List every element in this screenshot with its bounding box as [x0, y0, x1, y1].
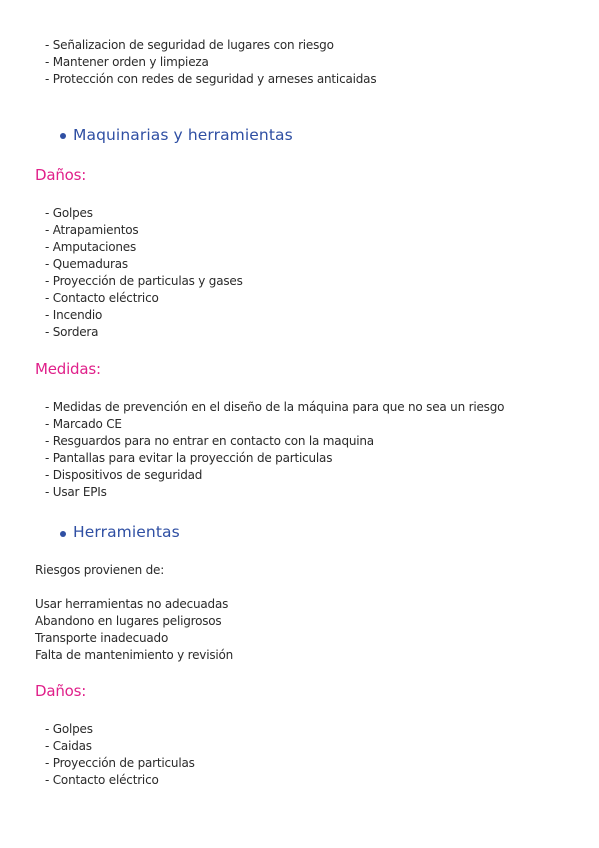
- riesgo-line: Abandono en lugares peligrosos: [35, 614, 222, 628]
- list-item: - Atrapamientos: [45, 222, 243, 239]
- list-item: - Quemaduras: [45, 256, 243, 273]
- danos-heading: Daños:: [35, 166, 87, 184]
- medidas-list: [45, 399, 504, 501]
- list-item: - Mantener orden y limpieza: [45, 54, 376, 71]
- danos-list: [45, 205, 243, 341]
- list-item: - Medidas de prevención en el diseño de la máquina para que no sea un riesgo: [45, 399, 504, 416]
- list-item: - Pantallas para evitar la proyección de particulas: [45, 450, 504, 467]
- list-item: - Protección con redes de seguridad y arneses anticaidas: [45, 71, 376, 88]
- top-list: [45, 37, 376, 88]
- riesgo-line: Usar herramientas no adecuadas: [35, 597, 229, 611]
- riesgos-intro: Riesgos provienen de:: [35, 563, 165, 577]
- list-item: - Proyección de particulas y gases: [45, 273, 243, 290]
- list-item: - Dispositivos de seguridad: [45, 467, 504, 484]
- bullet-dot-icon: [60, 133, 66, 139]
- list-item: - Marcado CE: [45, 416, 504, 433]
- section-heading-herramientas: Herramientas: [73, 523, 180, 541]
- list-item: - Proyección de particulas: [45, 755, 195, 772]
- danos-list: [45, 721, 195, 789]
- riesgo-line: Transporte inadecuado: [35, 631, 169, 645]
- bullet-dot-icon: [60, 531, 66, 537]
- danos-heading: Daños:: [35, 682, 87, 700]
- riesgo-line: Falta de mantenimiento y revisión: [35, 648, 234, 662]
- list-item: - Señalizacion de seguridad de lugares con riesgo: [45, 37, 376, 54]
- list-item: - Amputaciones: [45, 239, 243, 256]
- list-item: - Contacto eléctrico: [45, 772, 195, 789]
- list-item: - Golpes: [45, 205, 243, 222]
- section-heading-maquinarias: Maquinarias y herramientas: [73, 126, 293, 144]
- list-item: - Caidas: [45, 738, 195, 755]
- list-item: - Incendio: [45, 307, 243, 324]
- list-item: - Contacto eléctrico: [45, 290, 243, 307]
- list-item: - Sordera: [45, 324, 243, 341]
- list-item: - Resguardos para no entrar en contacto con la maquina: [45, 433, 504, 450]
- list-item: - Usar EPIs: [45, 484, 504, 501]
- list-item: - Golpes: [45, 721, 195, 738]
- medidas-heading: Medidas:: [35, 360, 101, 378]
